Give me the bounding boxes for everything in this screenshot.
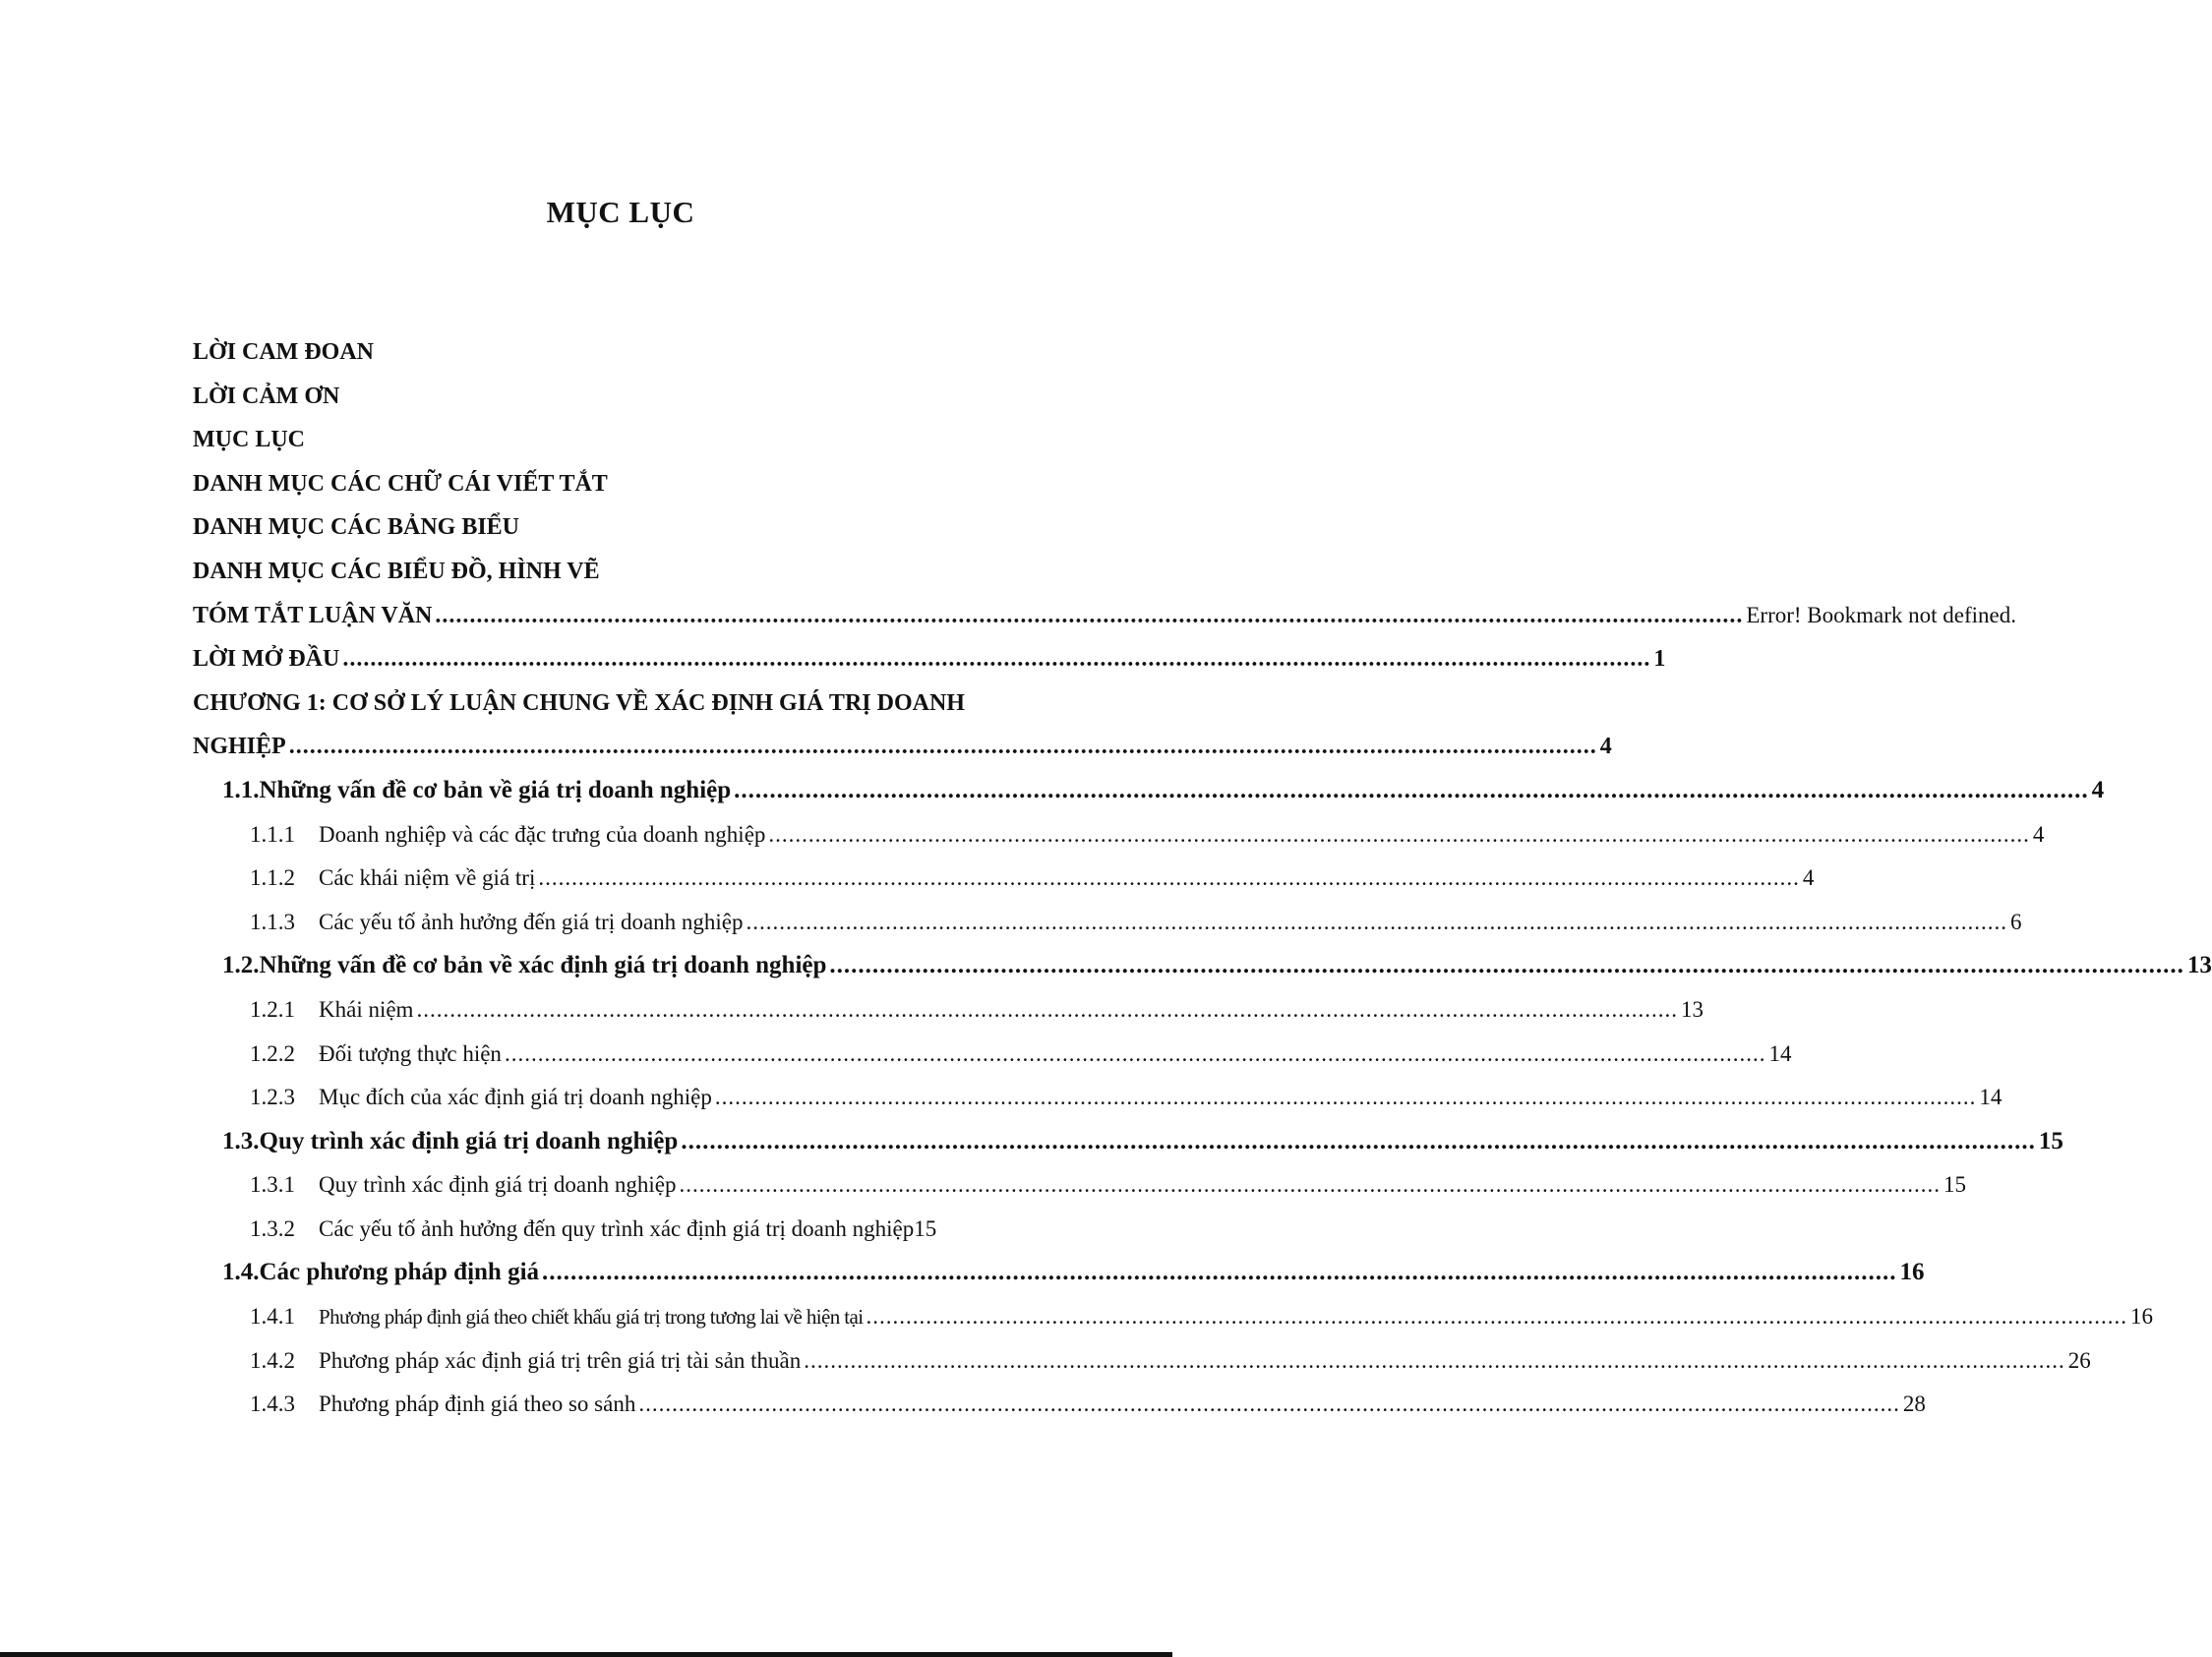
toc-page-number: 15 bbox=[1943, 1172, 1966, 1198]
toc-entry-1-4-2[interactable] bbox=[193, 1339, 2091, 1384]
dot-leader bbox=[715, 1076, 1977, 1120]
dot-leader bbox=[538, 857, 1800, 901]
toc-page-number: 4 bbox=[1599, 734, 1612, 760]
toc-section-number: 1.2.1 bbox=[250, 996, 295, 1022]
toc-entry-text: 1.4.Các phương pháp định giá bbox=[222, 1259, 540, 1286]
toc-entry-text: NGHIỆP bbox=[193, 734, 286, 760]
dot-leader bbox=[416, 988, 1678, 1033]
toc-entry-loi-cam-on[interactable] bbox=[193, 375, 1048, 419]
toc-section-number: 1.4.1 bbox=[250, 1304, 295, 1330]
toc-page-number: 4 bbox=[2091, 776, 2105, 803]
dot-leader bbox=[681, 1120, 2036, 1164]
toc-page-number: 4 bbox=[2032, 821, 2045, 847]
dot-leader bbox=[638, 1383, 1900, 1427]
toc-section-number: 1.3.2 bbox=[250, 1215, 295, 1241]
toc-section-number: 1.1.1 bbox=[250, 821, 295, 847]
toc-entry-danh-muc-bang-bieu[interactable] bbox=[193, 505, 1048, 550]
toc-section-number: 1.4.2 bbox=[250, 1347, 295, 1373]
toc-entry-text: 1.2.Những vấn đề cơ bản về xác định giá trị doanh nghiệp bbox=[222, 952, 827, 979]
toc-section-number: 1.1.2 bbox=[250, 865, 295, 891]
toc-entry-text: Quy trình xác định giá trị doanh nghiệp bbox=[319, 1172, 677, 1198]
dot-leader bbox=[542, 1251, 1897, 1295]
toc-entry-1-3-1[interactable] bbox=[193, 1163, 1966, 1208]
toc-entry-1-2-2[interactable] bbox=[193, 1033, 1792, 1077]
dot-leader bbox=[289, 725, 1597, 769]
toc-entry-1-2[interactable] bbox=[193, 944, 2212, 988]
toc-page-number: 4 bbox=[1802, 865, 1815, 891]
toc-section-number: 1.2.2 bbox=[250, 1040, 295, 1066]
dot-leader bbox=[804, 1339, 2065, 1384]
toc-entry-1-1-2[interactable] bbox=[193, 857, 1815, 901]
toc-entry-text: TÓM TẮT LUẬN VĂN bbox=[193, 602, 433, 628]
dot-leader bbox=[679, 1163, 1941, 1208]
toc-entry-1-4-1[interactable] bbox=[193, 1295, 2153, 1339]
dot-leader bbox=[747, 901, 2008, 945]
toc-entry-text: Mục đích của xác định giá trị doanh nghiệp bbox=[319, 1085, 712, 1110]
toc-entry-text: Phương pháp định giá theo so sánh bbox=[319, 1391, 636, 1417]
toc-entry-text: MỤC LỤC bbox=[193, 427, 305, 453]
dot-leader bbox=[342, 637, 1650, 681]
toc-page-number: 15 bbox=[2038, 1127, 2063, 1154]
page-title: MỤC LỤC bbox=[546, 195, 695, 229]
toc-page-number: 16 bbox=[2130, 1304, 2153, 1330]
toc-entry-text: DANH MỤC CÁC CHỮ CÁI VIẾT TẮT bbox=[193, 470, 608, 497]
toc-entry-1-4[interactable] bbox=[193, 1251, 1925, 1295]
toc-page-number: 1 bbox=[1653, 646, 1666, 673]
toc-entry-text: Các khái niệm về giá trị bbox=[319, 865, 536, 891]
toc-entry-1-1[interactable] bbox=[193, 769, 2105, 813]
toc-entry-text: LỜI MỞ ĐẦU bbox=[193, 646, 340, 673]
table-of-contents bbox=[193, 330, 2212, 1427]
toc-entry-muc-luc[interactable] bbox=[193, 418, 1048, 462]
dot-leader bbox=[505, 1033, 1766, 1077]
dot-leader bbox=[829, 944, 2184, 988]
toc-entry-chuong-1-line2[interactable] bbox=[193, 725, 1612, 769]
toc-entry-text: Doanh nghiệp và các đặc trưng của doanh nghiệp bbox=[319, 821, 766, 847]
toc-entry-text: Phương pháp định giá theo chiết khấu giá trị trong tương lai về hiện tại bbox=[319, 1305, 864, 1330]
toc-entry-1-2-1[interactable] bbox=[193, 988, 1704, 1033]
toc-entry-text: DANH MỤC CÁC BIỂU ĐỒ, HÌNH VẼ bbox=[193, 558, 600, 584]
toc-page-number: 14 bbox=[1768, 1040, 1792, 1066]
toc-entry-text: Khái niệm bbox=[319, 996, 414, 1022]
toc-entry-tom-tat[interactable] bbox=[193, 594, 2017, 638]
toc-section-number: 1.4.3 bbox=[250, 1391, 295, 1417]
toc-entry-text: Các yếu tố ảnh hưởng đến giá trị doanh nghiệp bbox=[319, 909, 744, 934]
toc-entry-text: 1.1.Những vấn đề cơ bản về giá trị doanh nghiệp bbox=[222, 776, 732, 803]
toc-page-number: 13 bbox=[2186, 952, 2212, 979]
dot-leader bbox=[768, 813, 2030, 858]
toc-entry-text: LỜI CAM ĐOAN bbox=[193, 339, 374, 365]
toc-entry-loi-cam-doan[interactable] bbox=[193, 330, 1048, 375]
toc-page-number: 28 bbox=[1902, 1391, 1926, 1417]
toc-entry-danh-muc-chu-cai[interactable] bbox=[193, 462, 1048, 506]
toc-page-number: Error! Bookmark not defined. bbox=[1746, 602, 2017, 627]
toc-entry-text: Phương pháp xác định giá trị trên giá trị tài sản thuần bbox=[319, 1347, 802, 1373]
toc-entry-1-2-3[interactable] bbox=[193, 1076, 2003, 1120]
toc-entry-1-1-1[interactable] bbox=[193, 813, 2045, 858]
toc-page-number: 13 bbox=[1680, 996, 1704, 1022]
toc-entry-text: DANH MỤC CÁC BẢNG BIỂU bbox=[193, 514, 520, 541]
toc-page-number: 26 bbox=[2067, 1347, 2091, 1373]
toc-section-number: 1.2.3 bbox=[250, 1085, 295, 1110]
toc-entry-1-4-3[interactable] bbox=[193, 1383, 1926, 1427]
dot-leader bbox=[435, 594, 1743, 638]
bottom-border bbox=[0, 1652, 1172, 1657]
toc-section-number: 1.3.1 bbox=[250, 1172, 295, 1198]
toc-entry-1-3[interactable] bbox=[193, 1120, 2063, 1164]
toc-entry-1-3-2[interactable] bbox=[193, 1208, 1048, 1252]
toc-page-number: 16 bbox=[1899, 1259, 1925, 1286]
toc-page-number: 14 bbox=[1979, 1085, 2003, 1110]
toc-entry-text: Đối tượng thực hiện bbox=[319, 1040, 502, 1066]
toc-entry-1-1-3[interactable] bbox=[193, 901, 2022, 945]
toc-page-number: 15 bbox=[914, 1215, 937, 1241]
toc-entry-danh-muc-bieu-do[interactable] bbox=[193, 550, 1048, 594]
toc-entry-text: 1.3.Quy trình xác định giá trị doanh nghiệp bbox=[222, 1127, 679, 1154]
toc-entry-text: CHƯƠNG 1: CƠ SỞ LÝ LUẬN CHUNG VỀ XÁC ĐỊNH GIÁ TRỊ DOANH bbox=[193, 689, 965, 716]
toc-entry-text: Các yếu tố ảnh hưởng đến quy trình xác định giá trị doanh nghiệp bbox=[319, 1215, 915, 1241]
dot-leader bbox=[867, 1295, 2128, 1339]
toc-entry-loi-mo-dau[interactable] bbox=[193, 637, 1666, 681]
toc-entry-text: LỜI CẢM ƠN bbox=[193, 383, 340, 409]
toc-entry-chuong-1-line1[interactable] bbox=[193, 681, 1048, 726]
toc-page-number: 6 bbox=[2010, 909, 2022, 934]
dot-leader bbox=[734, 769, 2089, 813]
toc-section-number: 1.1.3 bbox=[250, 909, 295, 934]
